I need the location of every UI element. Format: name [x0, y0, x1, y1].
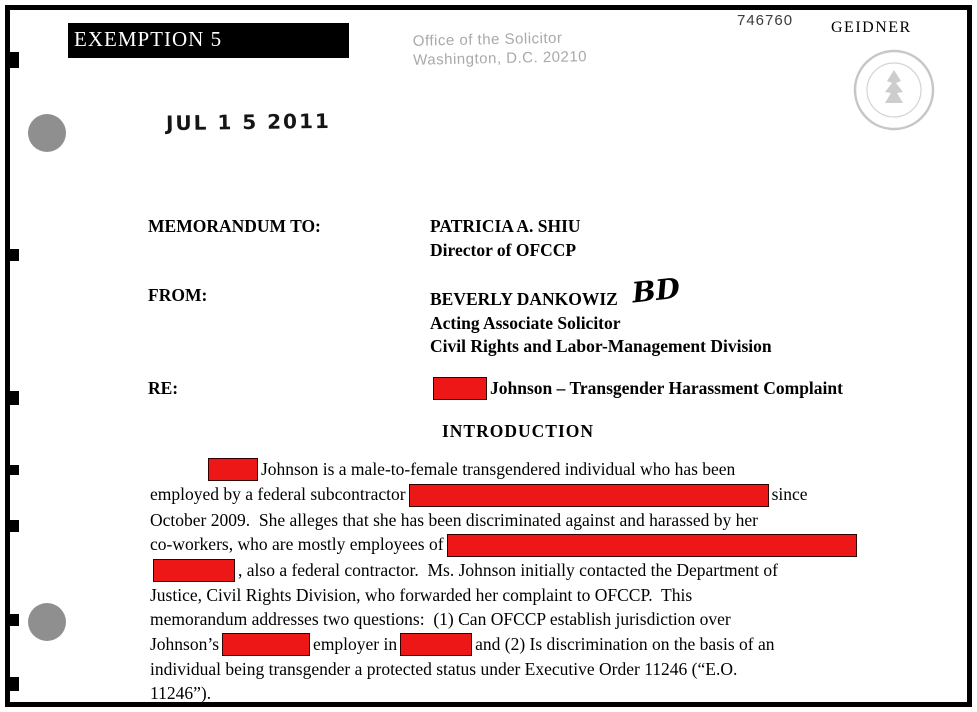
- body-line: [150, 607, 895, 631]
- body-text: Justice, Civil Rights Division, who forwarded her complaint to OFCCP. This: [150, 585, 693, 606]
- redaction-box: [433, 377, 487, 400]
- memo-from-value: [430, 271, 772, 359]
- body-line: [150, 457, 895, 482]
- exemption-redaction-bar: [68, 23, 349, 58]
- memo-from-label: FROM:: [148, 285, 208, 305]
- body-line: [150, 657, 895, 681]
- body-text: employed by a federal subcontractor: [150, 484, 406, 505]
- body-line: [150, 508, 895, 532]
- body-text: Johnson’s: [150, 633, 220, 654]
- redaction-box: [447, 534, 857, 557]
- memo-to-value: [430, 215, 581, 262]
- body-text: Johnson is a male-to-female transgendered individual who has been: [261, 459, 736, 479]
- body-text: co-workers, who are mostly employees of: [150, 534, 444, 555]
- scan-mark: [10, 520, 19, 532]
- doc-number: 746760: [737, 12, 794, 29]
- scan-mark: [10, 677, 19, 691]
- body-text: since: [771, 484, 808, 505]
- body-line: [150, 558, 895, 583]
- memo-to-name: PATRICIA A. SHIU: [430, 216, 581, 236]
- memo-to-label: MEMORANDUM TO:: [148, 216, 321, 236]
- body-text: memorandum addresses two questions: (1) Can OFCCP establish jurisdiction over: [150, 609, 731, 630]
- scan-mark: [10, 249, 19, 261]
- solicitor-stamp-line2: Washington, D.C. 20210: [413, 48, 588, 69]
- redaction-box: [222, 633, 310, 656]
- redaction-box: [409, 484, 769, 507]
- memo-re-text: Johnson – Transgender Harassment Complaint: [490, 378, 843, 398]
- scan-mark: [10, 52, 19, 68]
- exemption-label: EXEMPTION 5: [74, 27, 223, 51]
- body-text: employer in: [313, 633, 398, 654]
- memo-from-name-line: [430, 271, 772, 312]
- body-text: and (2) Is discrimination on the basis of an: [475, 633, 775, 654]
- redaction-box: [400, 633, 472, 656]
- section-heading: INTRODUCTION: [441, 421, 595, 441]
- hole-punch-bottom: [28, 603, 66, 641]
- body-text: , also a federal contractor. Ms. Johnson initially contacted the Department of: [238, 559, 778, 580]
- memo-re-value: [430, 377, 843, 401]
- hole-punch-top: [28, 114, 66, 152]
- redaction-box: [208, 458, 258, 481]
- memo-from-title2: Civil Rights and Labor-Management Division: [430, 336, 772, 356]
- scan-mark: [10, 465, 19, 475]
- memo-from-row: [148, 271, 772, 359]
- memo-to-row: [148, 215, 581, 262]
- memo-re-label: RE:: [148, 378, 179, 398]
- scan-mark: [10, 391, 19, 405]
- memo-re-row: [148, 377, 843, 401]
- body-line: [150, 681, 895, 705]
- body-line: [150, 532, 895, 557]
- body-text: October 2009. She alleges that she has been discriminated against and harassed by her: [150, 509, 758, 530]
- dol-seal-icon: [852, 48, 936, 132]
- solicitor-stamp: [413, 28, 588, 70]
- recipient-name: GEIDNER: [831, 19, 912, 36]
- memo-to-title: Director of OFCCP: [430, 239, 577, 260]
- scan-mark: [10, 614, 19, 626]
- handwritten-initials: BD: [630, 271, 682, 310]
- redaction-box: [153, 559, 235, 582]
- solicitor-stamp-line1: Office of the Solicitor: [412, 29, 563, 50]
- date-stamp: JUL 1 5 2011: [165, 108, 331, 136]
- memo-from-name: BEVERLY DANKOWIZ: [430, 289, 618, 309]
- body-line: [150, 583, 895, 607]
- body-text: 11246”).: [150, 683, 212, 704]
- dol-seal-stamp: [852, 48, 936, 132]
- body-line: [150, 482, 895, 507]
- memo-from-title1: Acting Associate Solicitor: [430, 312, 621, 333]
- body-paragraph: [150, 457, 895, 705]
- body-text: individual being transgender a protected status under Executive Order 11246 (“E.O.: [150, 659, 738, 680]
- body-line: [150, 632, 895, 657]
